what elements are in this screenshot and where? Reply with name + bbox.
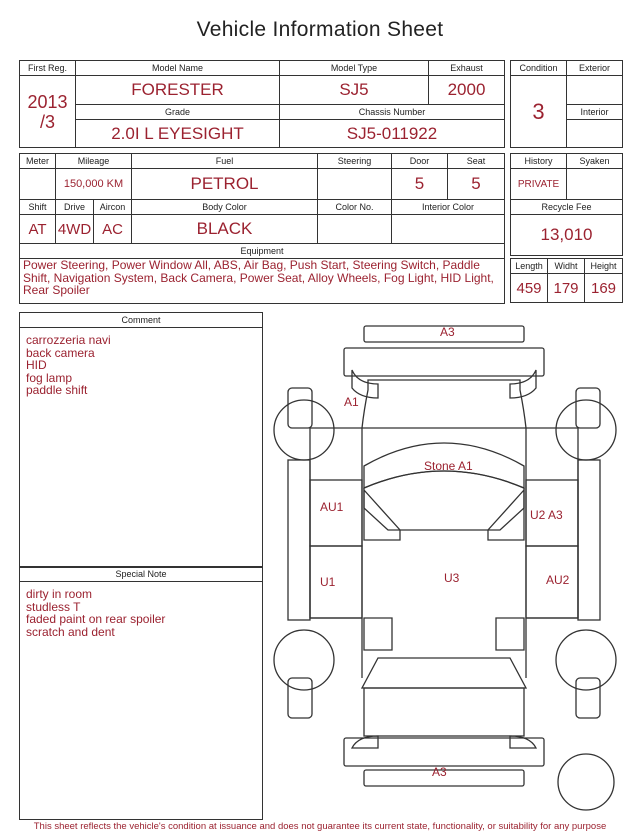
model-name-value: FORESTER: [76, 76, 280, 105]
recycle-fee-value: 13,010: [511, 215, 623, 256]
special-note-line: faded paint on rear spoiler: [26, 612, 166, 626]
body-right-outline: [526, 428, 578, 618]
drive-value: 4WD: [56, 215, 94, 244]
steering-value: [318, 169, 392, 200]
model-name-label: Model Name: [76, 61, 280, 76]
shift-value: AT: [20, 215, 56, 244]
condition-value: 3: [511, 76, 567, 148]
model-type-label: Model Type: [280, 61, 429, 76]
rear-left-wheel: [274, 630, 334, 690]
left-headlight: [352, 370, 378, 398]
length-label: Length: [511, 259, 548, 274]
damage-mark-left-front-door: AU1: [320, 500, 344, 514]
spare-tire: [558, 754, 614, 810]
comment-line: carrozzeria navi: [26, 333, 111, 347]
meter-value: [20, 169, 56, 200]
width-value: 179: [548, 274, 585, 303]
car-damage-diagram: [268, 318, 628, 818]
disclaimer-footer: This sheet reflects the vehicle's condition at issuance and does not guarantee its current state, functionality, or suitability for any purpose: [33, 821, 607, 832]
history-value: PRIVATE: [511, 169, 567, 200]
history-table: [510, 153, 623, 256]
damage-mark-roof: Stone A1: [424, 459, 473, 473]
left-rear-window: [364, 618, 392, 650]
first-reg-value: [20, 76, 76, 148]
comment-line: paddle shift: [26, 383, 88, 397]
meter-label: Meter: [20, 154, 56, 169]
equipment-label: Equipment: [20, 244, 505, 259]
damage-mark-front-bumper: A3: [440, 325, 455, 339]
interior-label: Interior: [567, 105, 623, 120]
right-rear-window: [496, 618, 524, 650]
left-rear-fender: [288, 678, 312, 718]
front-right-wheel: [556, 400, 616, 460]
right-headlight: [510, 370, 536, 398]
special-note-box: [19, 566, 263, 820]
comment-line: fog lamp: [26, 370, 73, 385]
right-front-window: [488, 490, 524, 540]
left-rear-door: [310, 546, 362, 618]
chassis-number-label: Chassis Number: [280, 105, 505, 120]
front-panel: [344, 348, 544, 376]
first-reg-label: First Reg.: [20, 61, 76, 76]
comment-box: [19, 312, 263, 568]
comment-line: back camera: [26, 345, 95, 360]
interior-color-value: [392, 215, 505, 244]
grade-value: 2.0I L EYESIGHT: [76, 120, 280, 148]
chassis-number-value: SJ5-011922: [280, 120, 505, 148]
shift-label: Shift: [20, 200, 56, 215]
rear-panel: [344, 738, 544, 766]
condition-table: [510, 60, 623, 148]
body-color-label: Body Color: [132, 200, 318, 215]
width-label: Widht: [548, 259, 585, 274]
height-value: 169: [585, 274, 623, 303]
special-note-label: Special Note: [20, 567, 262, 582]
special-note-list: [20, 582, 262, 644]
comment-line: HID: [26, 358, 47, 372]
rear-window: [362, 658, 526, 688]
mileage-value: 150,000 KM: [56, 169, 132, 200]
right-rear-fender: [576, 678, 600, 718]
page-title: Vehicle Information Sheet: [196, 18, 444, 41]
interior-value: [567, 120, 623, 148]
steering-label: Steering: [318, 154, 392, 169]
special-note-line: dirty in room: [26, 587, 93, 601]
syaken-value: [567, 169, 623, 200]
left-front-window: [364, 490, 400, 540]
exhaust-label: Exhaust: [429, 61, 505, 76]
front-left-wheel: [274, 400, 334, 460]
body-color-value: BLACK: [132, 215, 318, 244]
aircon-value: AC: [94, 215, 132, 244]
damage-mark-right-rear-door: AU2: [546, 573, 570, 587]
damage-mark-hood: A1: [344, 395, 359, 409]
vehicle-basic-table: [19, 60, 505, 148]
mileage-label: Mileage: [56, 154, 132, 169]
aircon-label: Aircon: [94, 200, 132, 215]
door-label: Door: [392, 154, 448, 169]
condition-label: Condition: [511, 61, 567, 76]
fuel-value: PETROL: [132, 169, 318, 200]
interior-color-label: Interior Color: [392, 200, 505, 215]
grade-label: Grade: [76, 105, 280, 120]
fuel-label: Fuel: [132, 154, 318, 169]
equipment-text: Power Steering, Power Window All, ABS, Air Bag, Push Start, Steering Switch, Paddle Shift, Navigation System, Back Camera, Power Seat, Alloy Wheels, Fog Light, HID Light, Rear Spoiler: [23, 258, 494, 297]
rear-right-wheel: [556, 630, 616, 690]
drive-label: Drive: [56, 200, 94, 215]
height-label: Height: [585, 259, 623, 274]
color-no-label: Color No.: [318, 200, 392, 215]
hood: [362, 380, 526, 428]
syaken-label: Syaken: [567, 154, 623, 169]
left-front-fender: [288, 388, 312, 428]
recycle-fee-label: Recycle Fee: [511, 200, 623, 215]
comment-label: Comment: [20, 313, 262, 328]
door-value: 5: [392, 169, 448, 200]
exterior-value: [567, 76, 623, 105]
dimensions-table: [510, 258, 623, 303]
damage-mark-center: U3: [444, 571, 460, 585]
color-no-value: [318, 215, 392, 244]
exhaust-value: 2000: [429, 76, 505, 105]
tailgate: [364, 688, 524, 736]
model-type-value: SJ5: [280, 76, 429, 105]
first-reg-month: /3: [39, 111, 55, 132]
roof: [364, 471, 524, 530]
seat-label: Seat: [448, 154, 505, 169]
history-label: History: [511, 154, 567, 169]
length-value: 459: [511, 274, 548, 303]
damage-mark-left-rear-door: U1: [320, 575, 336, 589]
special-note-line: studless T: [26, 599, 81, 614]
first-reg-year: 2013: [27, 91, 68, 112]
exterior-label: Exterior: [567, 61, 623, 76]
seat-value: 5: [448, 169, 505, 200]
special-note-line: scratch and dent: [26, 624, 115, 639]
right-front-fender: [576, 388, 600, 428]
comment-list: [20, 328, 262, 403]
damage-mark-rear-bumper: A3: [432, 765, 447, 779]
damage-mark-right-front-door: U2 A3: [530, 508, 563, 522]
